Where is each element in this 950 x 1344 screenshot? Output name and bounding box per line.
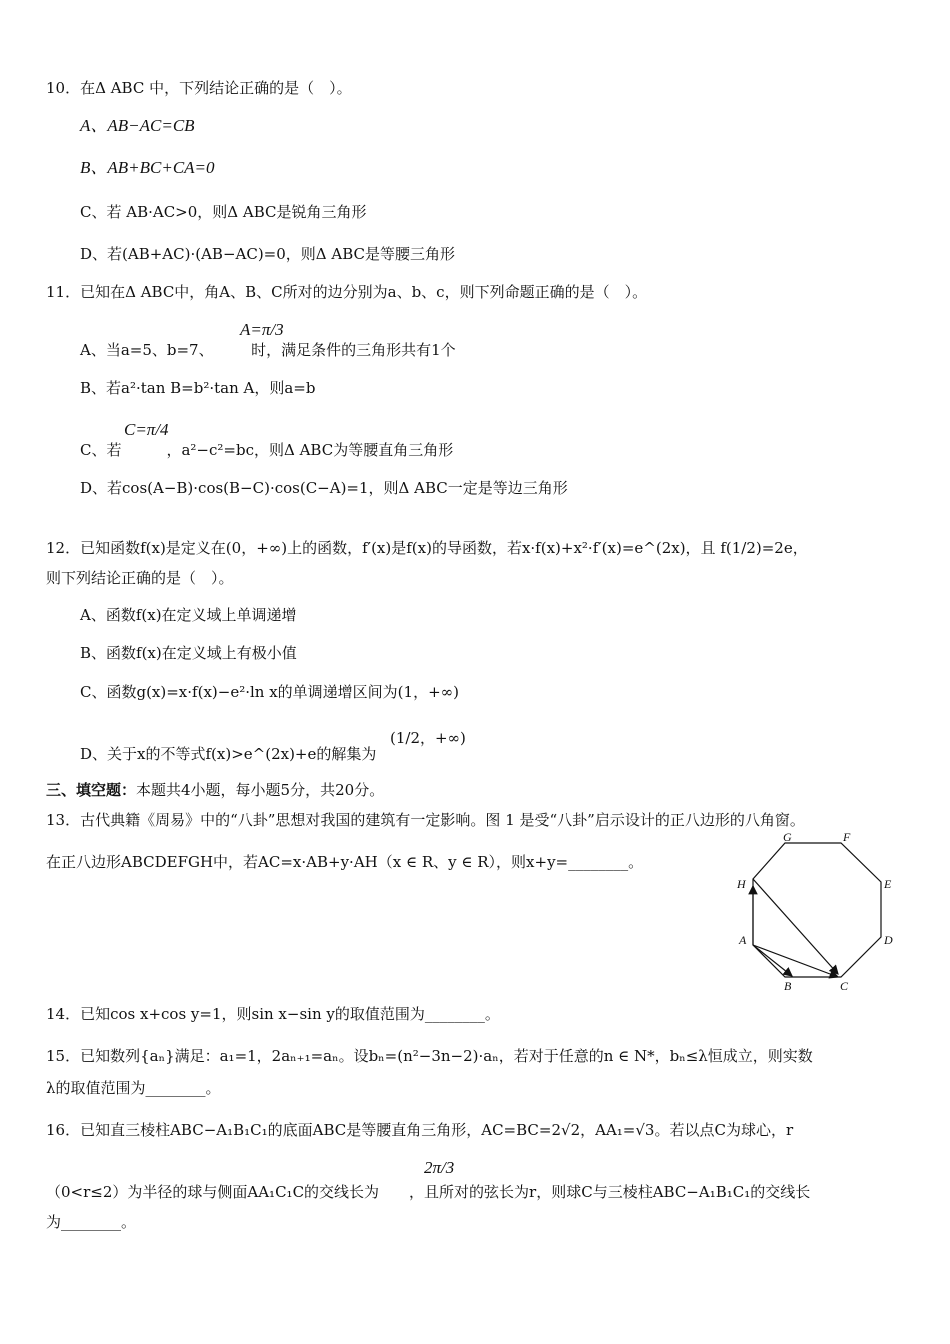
q11-a-fraction: A=π/3 [240, 320, 284, 339]
q11-option-d: D、若cos(A−B)·cos(B−C)·cos(C−A)=1，则Δ ABC一定是等边三角形 [80, 479, 568, 497]
q11-option-b: B、若a²·tan B=b²·tan A，则a=b [80, 379, 316, 397]
q12-option-b: B、函数f(x)在定义域上有极小值 [80, 644, 297, 662]
q10-option-a: A、AB−AC=CB [80, 116, 195, 135]
q12-option-c: C、函数g(x)=x·f(x)−e²·ln x的单调递增区间为(1，+∞) [80, 683, 459, 701]
q12-d-interval: (1/2，+∞) [390, 729, 466, 747]
q12-option-d: D、关于x的不等式f(x)>e^(2x)+e的解集为 [80, 745, 377, 763]
section-label: 三、填空题： [46, 781, 137, 799]
q13-line2: 在正八边形ABCDEFGH中，若AC=x·AB+y·AH（x ∈ R、y ∈ R），则x+y=________。 [46, 853, 644, 871]
label-b: B [784, 979, 792, 993]
q13-line1: 13．古代典籍《周易》中的“八卦”思想对我国的建筑有一定影响。图 1 是受“八卦”启示设计的正八边形的八角窗。 [46, 811, 805, 829]
section-instructions: 本题共4小题，每小题5分，共20分。 [136, 781, 385, 799]
q10-option-b: B、AB+BC+CA=0 [80, 158, 215, 177]
q16-line3: 为________。 [46, 1213, 137, 1231]
q10-option-d: D、若(AB+AC)·(AB−AC)=0，则Δ ABC是等腰三角形 [80, 245, 455, 263]
label-f: F [843, 830, 851, 844]
octagon-figure [732, 826, 902, 994]
q16-line1: 16．已知直三棱柱ABC−A₁B₁C₁的底面ABC是等腰直角三角形，AC=BC=2√2，AA₁=√3。若以点C为球心，r [46, 1121, 794, 1139]
label-h: H [737, 877, 746, 891]
q15-line1: 15．已知数列{aₙ}满足：a₁=1，2aₙ₊₁=aₙ。设bₙ=(n²−3n−2)·aₙ，若对于任意的n ∈ N*，bₙ≤λ恒成立，则实数 [46, 1047, 813, 1065]
q16-fraction: 2π/3 [424, 1158, 455, 1177]
label-a: A [739, 933, 747, 947]
q12-option-a: A、函数f(x)在定义域上单调递增 [80, 606, 297, 624]
q11-option-a: A、当a=5、b=7、 时，满足条件的三角形共有1个 [80, 341, 456, 359]
q15-line2: λ的取值范围为________。 [46, 1079, 221, 1097]
label-g: G [783, 830, 792, 844]
q14: 14．已知cos x+cos y=1，则sin x−sin y的取值范围为________。 [46, 1005, 500, 1023]
label-d: D [884, 933, 893, 947]
q11-stem: 11．已知在Δ ABC中，角A、B、C所对的边分别为a、b、c，则下列命题正确的是（ ）。 [46, 283, 648, 301]
vector-ab [753, 945, 792, 976]
octagon-outline [753, 843, 881, 977]
section-heading [46, 780, 384, 800]
segment-hc [753, 879, 838, 974]
label-c: C [840, 979, 849, 993]
q12-stem-line1: 12．已知函数f(x)是定义在(0，+∞)上的函数，f′(x)是f(x)的导函数，若x·f(x)+x²·f′(x)=e^(2x)，且 f(1/2)=2e， [46, 539, 808, 557]
q11-option-c: C、若 ，a²−c²=bc，则Δ ABC为等腰直角三角形 [80, 441, 454, 459]
q10-option-c: C、若 AB·AC>0，则Δ ABC是锐角三角形 [80, 203, 367, 221]
q16-line2: （0<r≤2）为半径的球与侧面AA₁C₁C的交线长为 ，且所对的弦长为r，则球C与三棱柱ABC−A₁B₁C₁的交线长 [46, 1183, 811, 1201]
label-e: E [884, 877, 892, 891]
q10-stem: 10．在Δ ABC 中，下列结论正确的是（ ）。 [46, 79, 352, 97]
q12-stem-line2: 则下列结论正确的是（ ）。 [46, 569, 234, 587]
q11-c-fraction: C=π/4 [124, 420, 169, 439]
vector-ac [753, 945, 838, 977]
